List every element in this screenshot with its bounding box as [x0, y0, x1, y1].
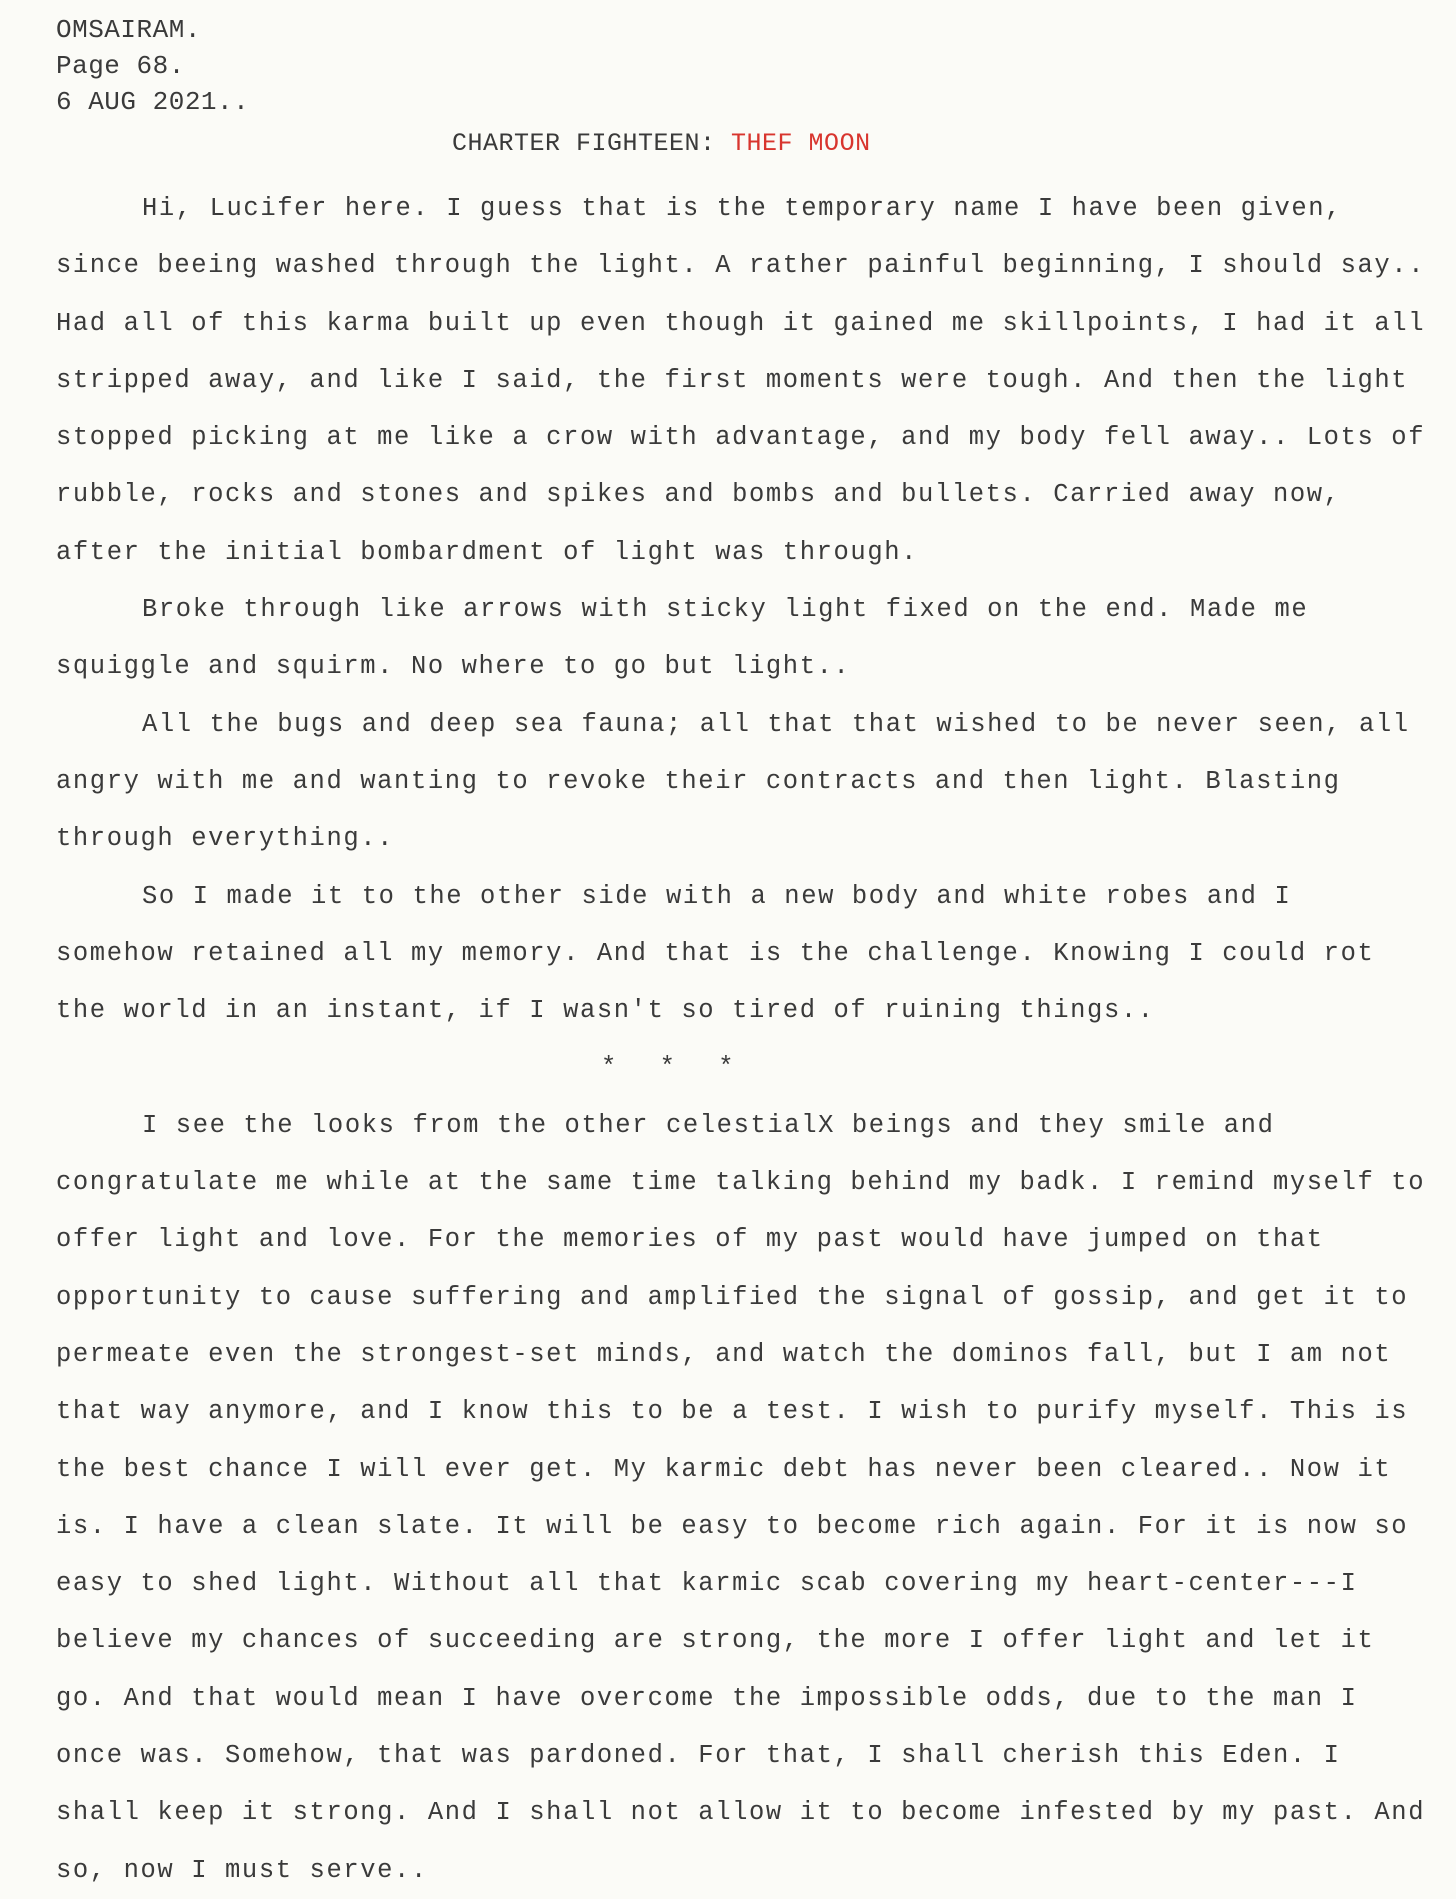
- page-header: [56, 12, 249, 120]
- body-text: [56, 180, 1426, 1899]
- chapter-title-prefix: CHARTER FIGHTEEN:: [452, 129, 732, 158]
- header-line-greeting: OMSAIRAM.: [56, 15, 201, 45]
- chapter-title-red: THEF MOON: [731, 129, 871, 158]
- paragraph: I see the looks from the other celestialX beings and they smile and congratulate me while at the same time talking behind my badk. I remind myself to offer light and love. For the memories of my past would have jumped on that opportunity to cause suffering and amplified the signal of gossip, and get it to permeate even the strongest-set minds, and watch the dominos fall, but I am not that way anymore, and I know this to be a test. I wish to purify myself. This is the best chance I will ever get. My karmic debt has never been cleared.. Now it is. I have a clean slate. It will be easy to become rich again. For it is now so easy to shed light. Without all that karmic scab covering my heart-center---I believe my chances of succeeding are strong, the more I offer light and let it go. And that would mean I have overcome the impossible odds, due to the man I once was. Somehow, that was pardoned. For that, I shall cherish this Eden. I shall keep it strong. And I shall not allow it to become infested by my past. And so, now I must serve..: [56, 1110, 1426, 1885]
- paragraph: Hi, Lucifer here. I guess that is the temporary name I have been given, since beeing washed through the light. A rather painful beginning, I should say.. Had all of this karma built up even though it gained me skillpoints, I had it all stripped away, and like I said, the first moments were tough. And then the light stopped picking at me like a crow with advantage, and my body fell away.. Lots of rubble, rocks and stones and spikes and bombs and bullets. Carried away now, after the initial bombardment of light was through.: [56, 194, 1426, 567]
- section-separator: * * *: [601, 1053, 748, 1083]
- chapter-title: [452, 126, 871, 162]
- paragraph: So I made it to the other side with a new body and white robes and I somehow retained all my memory. And that is the challenge. Knowing I could rot the world in an instant, if I wasn't so tired of ruining things..: [56, 881, 1375, 1026]
- paragraph: All the bugs and deep sea fauna; all that that wished to be never seen, all angry with me and wanting to revoke their contracts and then light. Blasting through everything..: [56, 709, 1410, 854]
- header-line-date: 6 AUG 2021..: [56, 87, 250, 117]
- paragraph: Broke through like arrows with sticky light fixed on the end. Made me squiggle and squirm. No where to go but light..: [56, 595, 1309, 682]
- header-line-page-number: Page 68.: [56, 51, 185, 81]
